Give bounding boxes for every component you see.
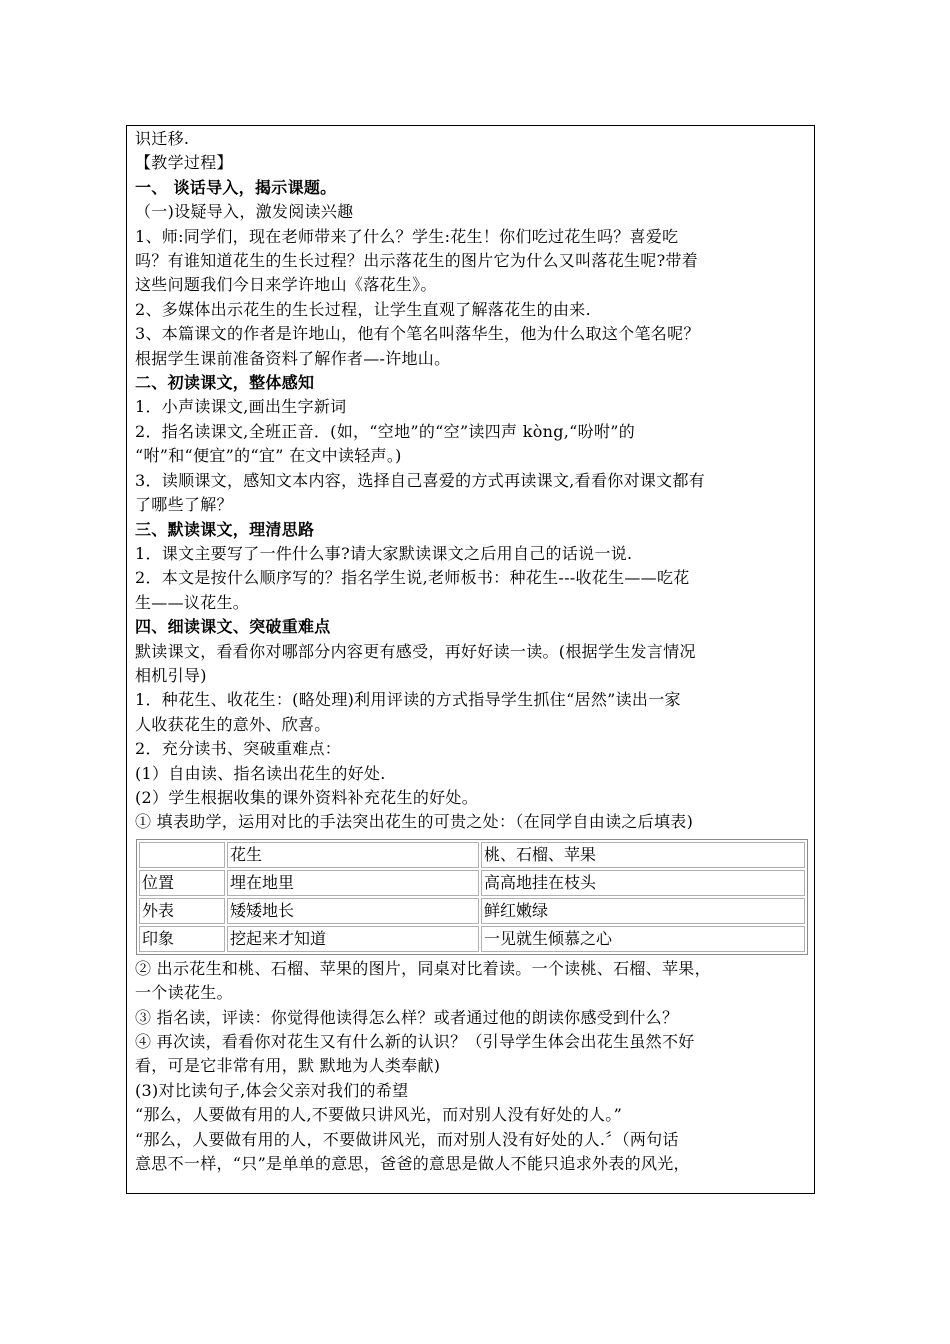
table-cell: 一见就生倾慕之心 [481,926,805,952]
table-row [139,898,805,924]
lesson-text-top [135,127,810,835]
table-header-row [139,842,805,868]
text-line: “咐”和“便宜”的“宜” 在文中读轻声。) [135,446,402,466]
text-line: “那么，人要做有用的人,不要做只讲风光，而对别人没有好处的人。” [135,1105,623,1125]
text-line: 识迁移. [135,129,190,148]
table-cell: 矮矮地长 [227,898,479,924]
text-line: “那么，人要做有用的人，不要做讲风光，而对别人没有好处的人.〞（两句话 [135,1129,679,1149]
table-cell: 印象 [139,926,225,952]
table-row [139,870,805,896]
text-line: 3．读顺课文，感知文本内容，选择自己喜爱的方式再读课文,看看你对课文都有 [135,470,706,490]
lesson-text-bottom [135,957,810,1177]
text-line: 相机引导) [135,665,207,685]
table-cell: 埋在地里 [227,870,479,896]
text-line: ① 填表助学，运用对比的手法突出花生的可贵之处：（在同学自由读之后填表) [135,812,694,832]
text-line: 2、多媒体出示花生的生长过程，让学生直观了解落花生的由来. [135,299,591,319]
text-line: 人收获花生的意外、欣喜。 [135,714,331,734]
text-line: 2．充分读书、突破重难点： [135,739,342,759]
table-cell: 鲜红嫩绿 [481,898,805,924]
text-line: (3)对比读句子,体会父亲对我们的希望 [135,1080,409,1100]
text-line: 2．本文是按什么顺序写的？指名学生说,老师板书：种花生---收花生——吃花 [135,568,690,588]
text-line: 默读课文，看看你对哪部分内容更有感受，再好好读一读。(根据学生发言情况 [135,641,696,661]
text-line: (1）自由读、指名读出花生的好处. [135,763,386,783]
text-line: 1．种花生、收花生：(略处理)利用评读的方式指导学生抓住“居然”读出一家 [135,690,681,710]
table-cell: 高高地挂在枝头 [481,870,805,896]
text-line: 1．小声读课文,画出生字新词 [135,397,347,417]
text-line: 3、本篇课文的作者是许地山，他有个笔名叫落华生，他为什么取这个笔名呢？ [135,324,700,344]
text-line: 1．课文主要写了一件什么事?请大家默读课文之后用自己的话说一说. [135,543,633,563]
table-cell: 位置 [139,870,225,896]
table-cell: 花生 [227,842,479,868]
table-row [139,926,805,952]
comparison-table [136,839,808,955]
document-frame [126,125,815,1194]
text-line: （一)设疑导入，激发阅读兴趣 [135,202,354,222]
text-line: 吗？有谁知道花生的生长过程？出示落花生的图片它为什么又叫落花生呢?带着 [135,251,699,271]
text-line: 2．指名读课文,全班正音．(如，“空地”的“空”读四声 kòng,“吩咐”的 [135,421,636,441]
text-line: 一个读花生。 [135,983,233,1003]
text-line: 看，可是它非常有用，默 默地为人类奉献) [135,1056,441,1076]
text-line: (2）学生根据收集的课外资料补充花生的好处。 [135,787,479,807]
section-heading: 二、初读课文，整体感知 [135,373,315,393]
text-line: ④ 再次读，看看你对花生又有什么新的认识？（引导学生体会出花生虽然不好 [135,1032,695,1051]
text-line: 1、师:同学们，现在老师带来了什么？学生:花生！你们吃过花生吗？喜爱吃 [135,226,679,246]
section-heading: 四、细读课文、突破重难点 [135,617,331,637]
text-line: ③ 指名读，评读：你觉得他读得怎么样？或者通过他的朗读你感受到什么？ [135,1007,679,1027]
text-line: ② 出示花生和桃、石榴、苹果的图片，同桌对比着读。一个读桃、石榴、苹果， [135,958,711,978]
section-heading: 一、 谈话导入，揭示课题。 [135,177,337,197]
table-cell: 外表 [139,898,225,924]
section-heading: 三、默读课文，理清思路 [135,519,315,539]
text-line: 这些问题我们今日来学许地山《落花生》。 [135,275,437,295]
lesson-plan-content [135,127,810,1176]
text-line: 了哪些了解？ [135,495,233,515]
text-line: 生——议花生。 [135,592,250,612]
text-line: 根据学生课前准备资料了解作者—-许地山。 [135,348,451,368]
table-cell: 桃、石榴、苹果 [481,842,805,868]
text-line: 【教学过程】 [135,153,233,173]
table-cell: 挖起来才知道 [227,926,479,952]
table-cell [139,842,225,868]
text-line: 意思不一样，“只”是单单的意思，爸爸的意思是做人不能只追求外表的风光， [135,1154,690,1174]
